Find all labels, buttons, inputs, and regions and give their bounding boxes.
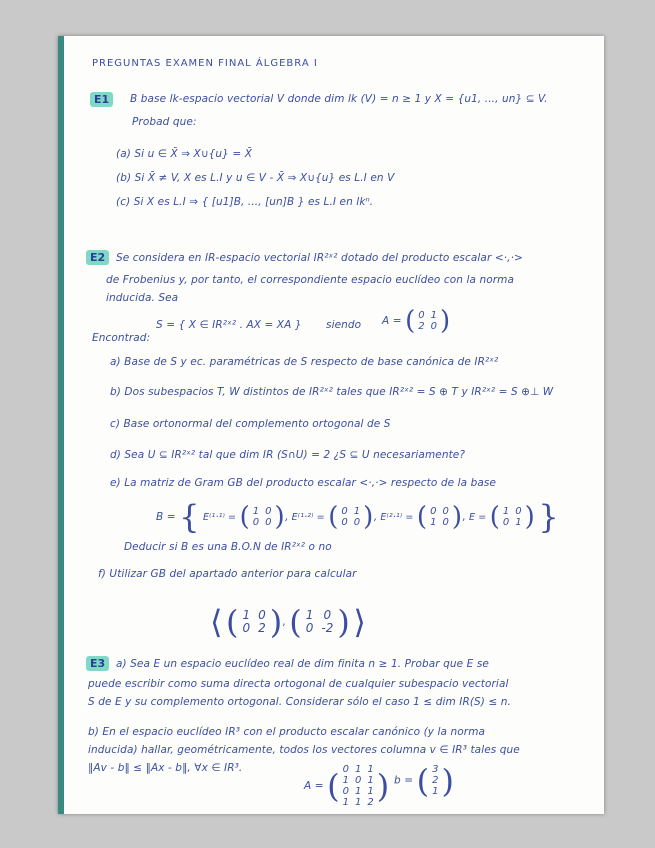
matrix-cell: 0 [442,517,449,528]
e1-item-a: (a) Si u ∈ X̄ ⇒ X∪{u} = X̄ [116,148,252,160]
matrix-cell: 2 [432,775,439,786]
s-definition: S = { X ∈ IR²ˣ² . AX = XA } [156,319,302,331]
e3-tag: E3 [86,656,109,671]
siendo-label: siendo [326,319,362,331]
e2-line-2: de Frobenius y, por tanto, el correspondiente espacio euclídeo con la norma [106,274,515,286]
matrix-cell: 0 [442,506,449,517]
encontrad-label: Encontrad: [92,332,151,344]
e3-vector-b [429,764,441,797]
matrix-cell: 2 [258,621,266,635]
matrix-cell: 1 [342,775,349,786]
matrix-cell: 0 [341,517,348,528]
matrix-cell: 0 [430,321,438,332]
matrix-cell: 1 [354,797,362,808]
e1-prove: Probad que: [132,116,197,128]
e2-item-f: f) Utilizar GB del apartado anterior para calcular [98,568,357,580]
e1-tag: E1 [90,92,113,107]
matrix-cell: 1 [502,506,510,517]
e1-item-c: (c) Si X es L.I ⇒ { [u1]B, ..., [un]B } es L.I en lkⁿ. [116,196,374,208]
basis-b: B = { E⁽¹·¹⁾ = ( 1 0 0 0 ), E⁽¹·²⁾ = ( 0 1 0 0 ), E⁽²·¹⁾ = ( 0 0 1 0 ), E = ( 1 0 0 1 ) } [156,498,559,536]
e2-item-b: b) Dos subespacios T, W distintos de IR²ˣ² tales que IR²ˣ² = S ⊕ T y IR²ˣ² = S ⊕⊥ W [110,386,554,398]
matrix-cell: -2 [321,621,334,635]
matrix-cell: 0 [430,506,437,517]
basis-name-4: E = [468,512,487,523]
matrix-cell: 1 [242,608,251,622]
matrix-cell: 1 [354,764,362,775]
matrix-cell: 1 [354,786,362,797]
e3-line-1: a) Sea E un espacio euclídeo real de dim finita n ≥ 1. Probar que E se [116,658,489,670]
e3-vector-b-label: b = [394,774,414,787]
matrix-cell: 1 [353,506,361,517]
matrix-cell: 1 [252,506,260,517]
basis-matrix-3 [427,506,452,528]
e2-item-c: c) Base ortonormal del complemento ortogonal de S [110,418,391,430]
e2-item-d: d) Sea U ⊆ IR²ˣ² tal que dim IR (S∩U) = 2 ¿S ⊆ U necesariamente? [110,449,466,461]
matrix-cell: 1 [367,786,374,797]
e2-line-1: Se considera en IR-espacio vectorial IR²ˣ² dotado del producto escalar <·,·> [116,252,523,264]
ip-matrix-1 [238,609,269,635]
e3-b-line-3: ‖Av - b‖ ≤ ‖Ax - b‖, ∀x ∈ IR³. [88,762,243,774]
matrix-cell: 0 [342,786,349,797]
matrix-cell: 0 [265,517,272,528]
matrix-cell: 1 [430,517,437,528]
e1-item-b: (b) Si X̄ ≠ V, X es L.I y u ∈ V - X̄ ⇒ X∪{u} es L.I en V [116,172,395,184]
matrix-cell: 0 [305,621,314,635]
matrix-cell: 2 [367,797,374,808]
e3-matrix-a [340,764,377,808]
matrix-cell: 1 [367,764,374,775]
basis-name-3: E⁽²·¹⁾ = [380,512,414,523]
matrix-cell: 0 [354,775,362,786]
matrix-cell: 1 [430,310,438,321]
e3-b-line-2: inducida) hallar, geométricamente, todos los vectores columna v ∈ IR³ tales que [88,744,520,756]
e2-line-3: inducida. Sea [106,292,179,304]
matrix-cell: 0 [342,764,349,775]
matrix-cell: 1 [342,797,349,808]
matrix-cell: 0 [242,621,251,635]
inner-product: ⟨ ( 1 0 0 2 ), ( 1 0 0 -2 ) ⟩ [210,603,366,641]
matrix-cell: 2 [418,321,425,332]
ip-matrix-2 [302,609,338,635]
matrix-cell: 0 [353,517,361,528]
basis-name-2: E⁽¹·²⁾ = [291,512,325,523]
e1-statement: B base lk-espacio vectorial V donde dim lk (V) = n ≥ 1 y X = {u1, ..., un} ⊆ V. [130,93,548,105]
matrix-cell: 0 [265,506,272,517]
matrix-cell: 0 [252,517,260,528]
basis-matrix-1 [250,506,275,528]
matrix-a-label: A = [382,315,402,327]
matrix-cell: 0 [515,506,522,517]
e3-line-3: S de E y su complemento ortogonal. Considerar sólo el caso 1 ≤ dim IR(S) ≤ n. [88,696,511,708]
matrix-cell: 0 [502,517,510,528]
page-title: PREGUNTAS EXAMEN FINAL ÁLGEBRA I [92,58,318,69]
e3-b-line-1: b) En el espacio euclídeo IR³ con el producto escalar canónico (y la norma [88,726,486,738]
matrix-cell: 1 [367,775,374,786]
e3-line-2: puede escribir como suma directa ortogonal de cualquier subespacio vectorial [88,678,509,690]
e2-item-e: e) La matriz de Gram GB del producto escalar <·,·> respecto de la base [110,477,497,489]
e3-matrix-a-block: A = ( 0 1 1 1 0 1 0 1 1 1 1 2 ) [304,764,390,808]
e3-matrix-a-label: A = [304,780,324,792]
e2-item-a: a) Base de S y ec. paramétricas de S respecto de base canónica de IR²ˣ² [110,356,499,368]
matrix-cell: 0 [323,608,332,622]
matrix-a [415,310,440,332]
basis-matrix-2 [338,506,363,528]
exam-sheet [58,36,604,814]
matrix-cell: 1 [432,786,439,797]
matrix-cell: 1 [515,517,522,528]
matrix-cell: 0 [418,310,425,321]
basis-name-1: E⁽¹·¹⁾ = [203,512,237,523]
deducir-line: Deducir si B es una B.O.N de IR²ˣ² o no [124,541,332,553]
matrix-a-block: A = ( 0 1 2 0 ) [382,306,451,336]
matrix-cell: 0 [258,608,266,622]
matrix-cell: 3 [432,764,439,775]
matrix-cell: 0 [341,506,348,517]
basis-label: B = [156,511,176,523]
e2-tag: E2 [86,250,109,265]
basis-matrix-4 [500,506,525,528]
e3-vector-b-block: b = ( 3 2 1 ) [394,761,454,800]
matrix-cell: 1 [305,608,314,622]
